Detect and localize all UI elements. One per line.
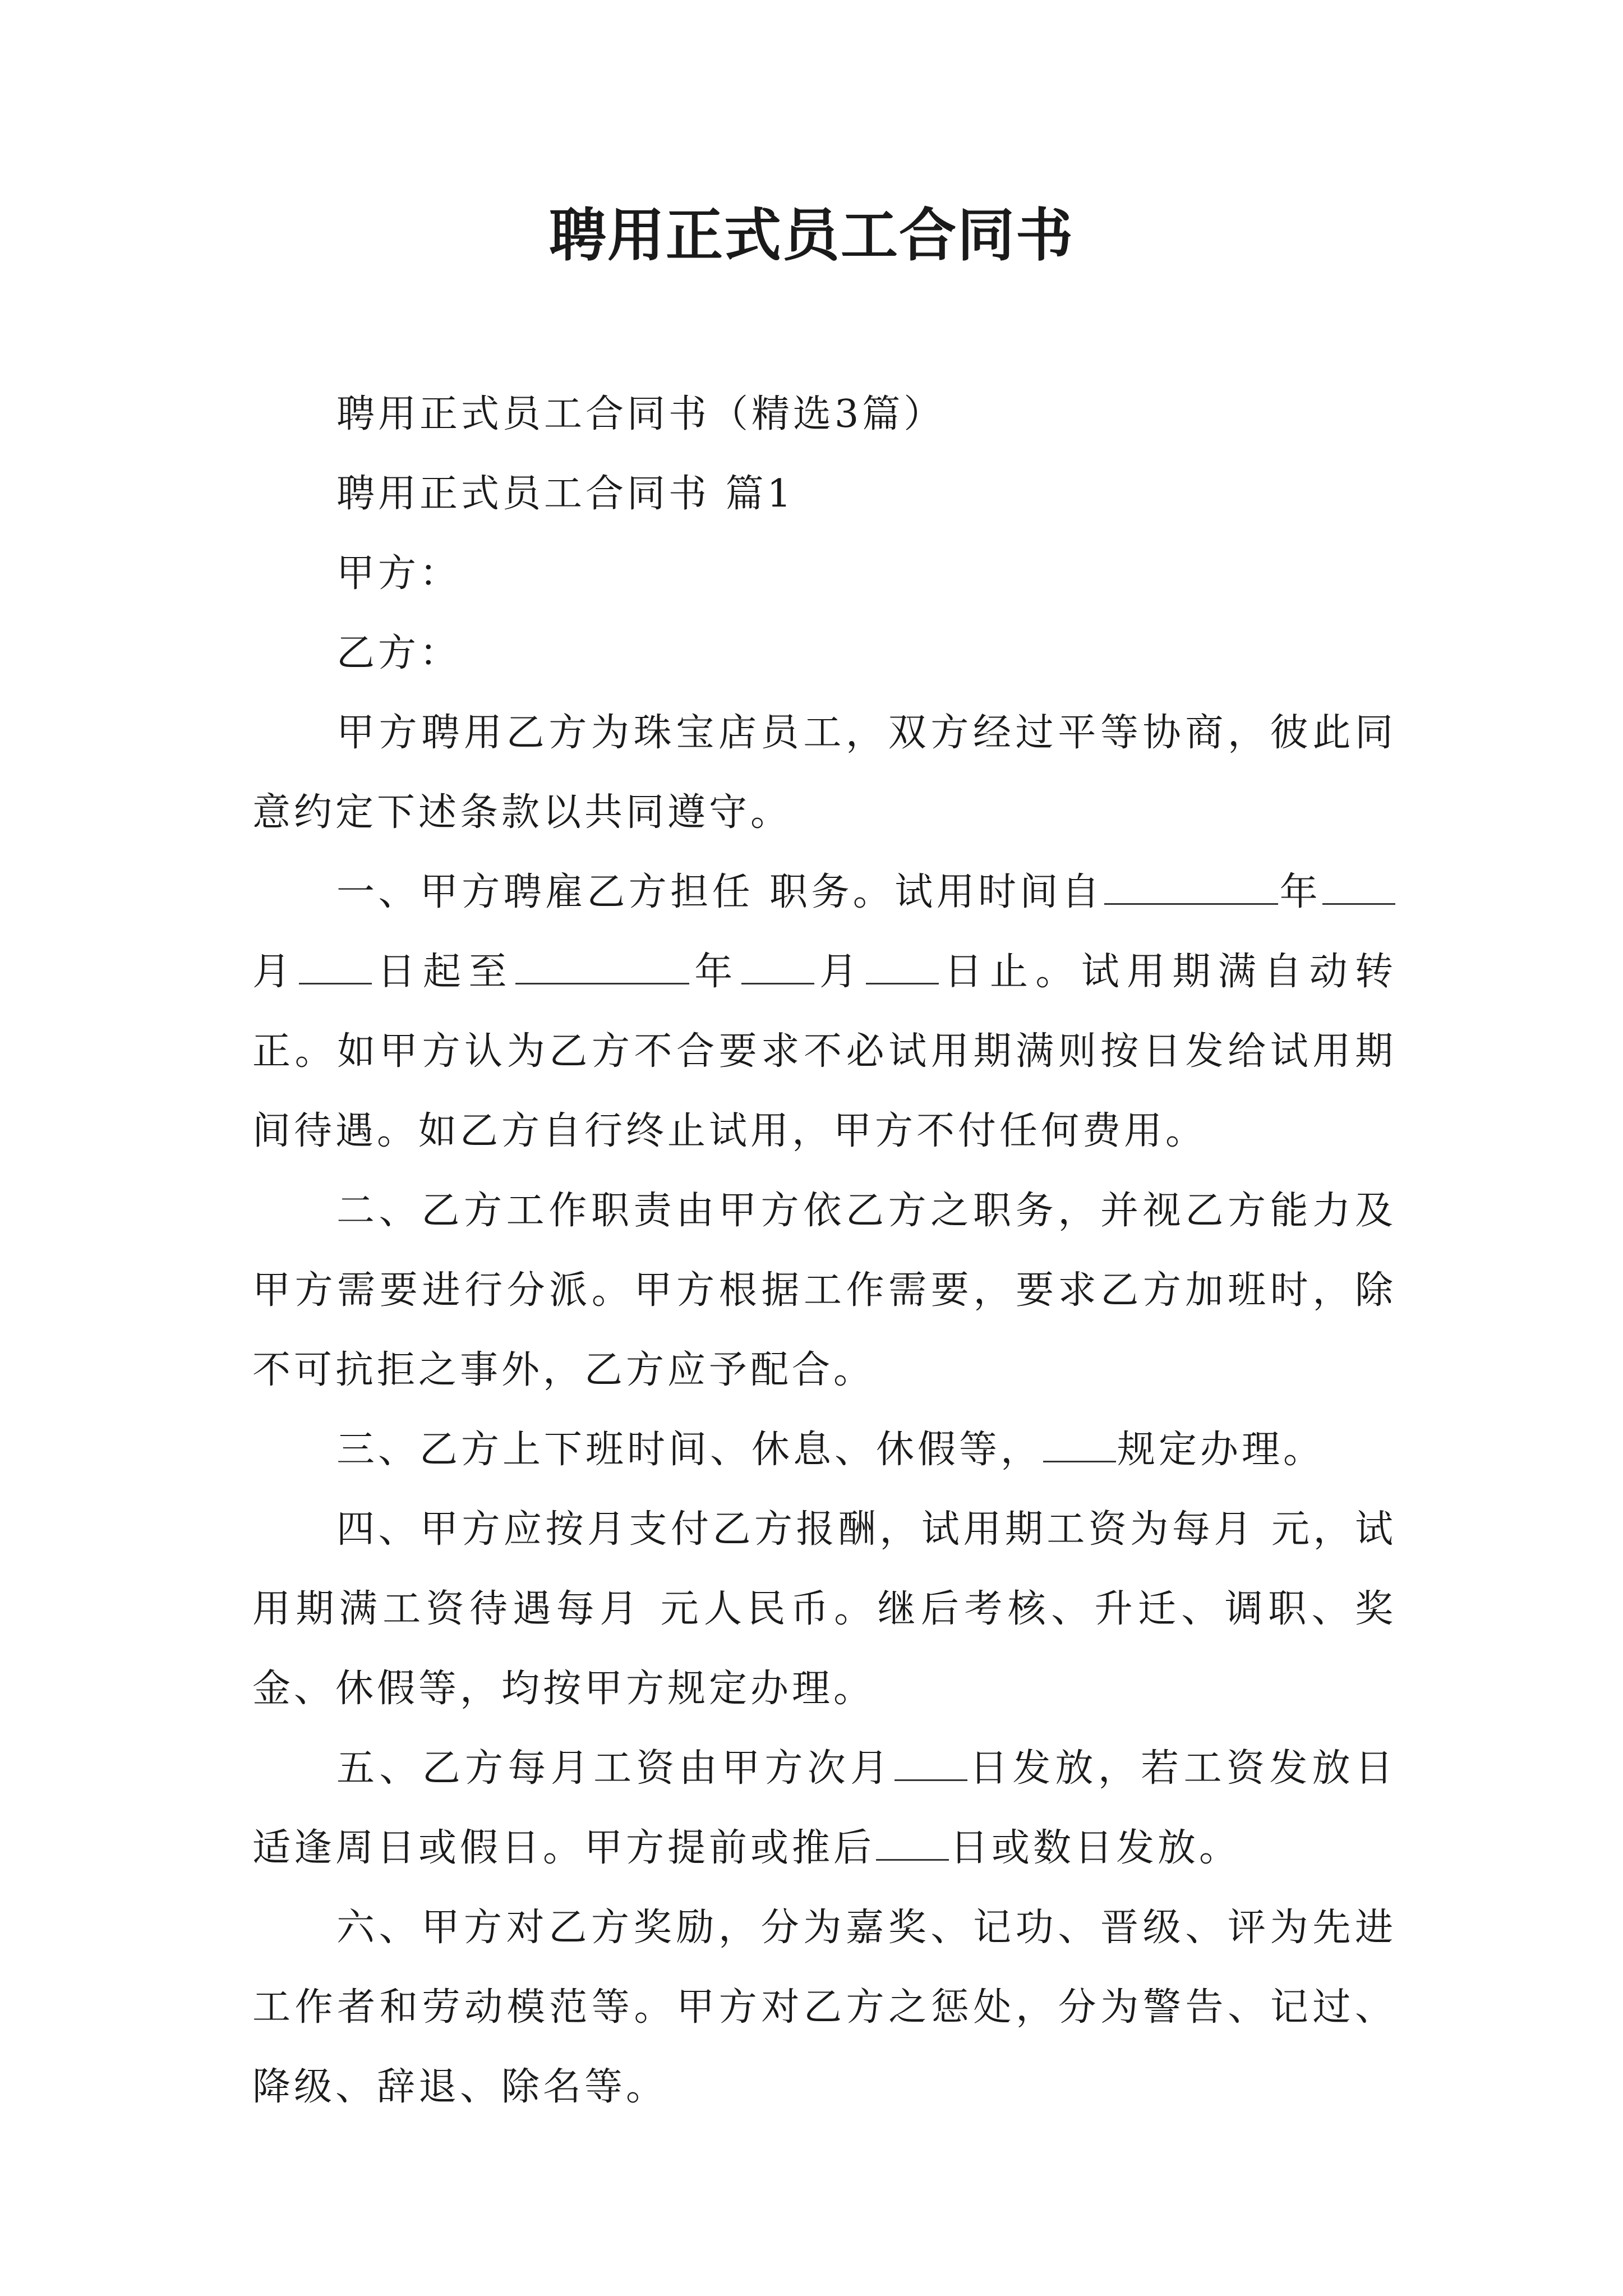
end-month-blank (741, 949, 814, 984)
start-month-blank (1322, 869, 1395, 905)
clause-1-text-a: 一、甲方聘雇乙方担任 职务。试用时间自 (336, 870, 1104, 914)
party-b-label: 乙方： (336, 631, 462, 675)
start-year-blank (1104, 869, 1278, 905)
clause-5-text-c: 日或数日发放。 (950, 1826, 1241, 1870)
party-a-label: 甲方： (336, 551, 462, 596)
clause-1-year-label: 年 (1279, 870, 1321, 914)
clause-3-blank (1043, 1427, 1116, 1462)
subtitle: 聘用正式员工合同书（精选3篇） (336, 392, 946, 436)
clause-6: 六、甲方对乙方奖励，分为嘉奖、记功、晋级、评为先进工作者和劳动模范等。甲方对乙方之惩处，分为警告、记过、降级、辞退、除名等。 (252, 1906, 1396, 2109)
clause-3-text-a: 三、乙方上下班时间、休息、休假等， (336, 1428, 1043, 1472)
clause-1 (252, 853, 1396, 1171)
clause-1-day-label: 日起至 (373, 950, 514, 994)
section-heading: 聘用正式员工合同书 篇1 (336, 472, 795, 516)
clause-2: 二、乙方工作职责由甲方依乙方之职务，并视乙方能力及甲方需要进行分派。甲方根据工作需要，要求乙方加班时，除不可抗拒之事外，乙方应予配合。 (252, 1189, 1396, 1392)
clause-1-month-label-2: 月 (815, 950, 865, 994)
clause-3-text-b: 规定办理。 (1117, 1428, 1325, 1472)
start-day-blank (299, 949, 372, 984)
pay-day-blank (895, 1746, 967, 1781)
clause-1-year-label-2: 年 (690, 950, 740, 994)
clause-4: 四、甲方应按月支付乙方报酬，试用期工资为每月 元，试用期满工资待遇每月 元人民币。继后考核、升迁、调职、奖金、休假等，均按甲方规定办理。 (252, 1507, 1396, 1711)
intro-paragraph: 甲方聘用乙方为珠宝店员工，双方经过平等协商，彼此同意约定下述条款以共同遵守。 (252, 711, 1396, 835)
end-year-blank (515, 949, 689, 984)
clause-5-text-b: 日发放，若工资发放日适逢周日或假日。甲方提前或推后 (252, 1746, 1396, 1870)
document-body (252, 375, 1396, 2127)
clause-1-text-b: 日止。试用期满自动转正。如甲方认为乙方不合要求不必试用期满则按日发给试用期间待遇。如乙方自行终止试用，甲方不付任何费用。 (252, 950, 1396, 1153)
clause-5-text-a: 五、乙方每月工资由甲方次月 (336, 1746, 893, 1791)
clause-3 (252, 1410, 1396, 1490)
document-title: 聘用正式员工合同书 (549, 202, 1074, 269)
clause-5 (252, 1729, 1396, 1888)
clause-1-month-label: 月 (252, 950, 298, 994)
adjust-day-blank (876, 1825, 949, 1861)
end-day-blank (866, 949, 939, 984)
